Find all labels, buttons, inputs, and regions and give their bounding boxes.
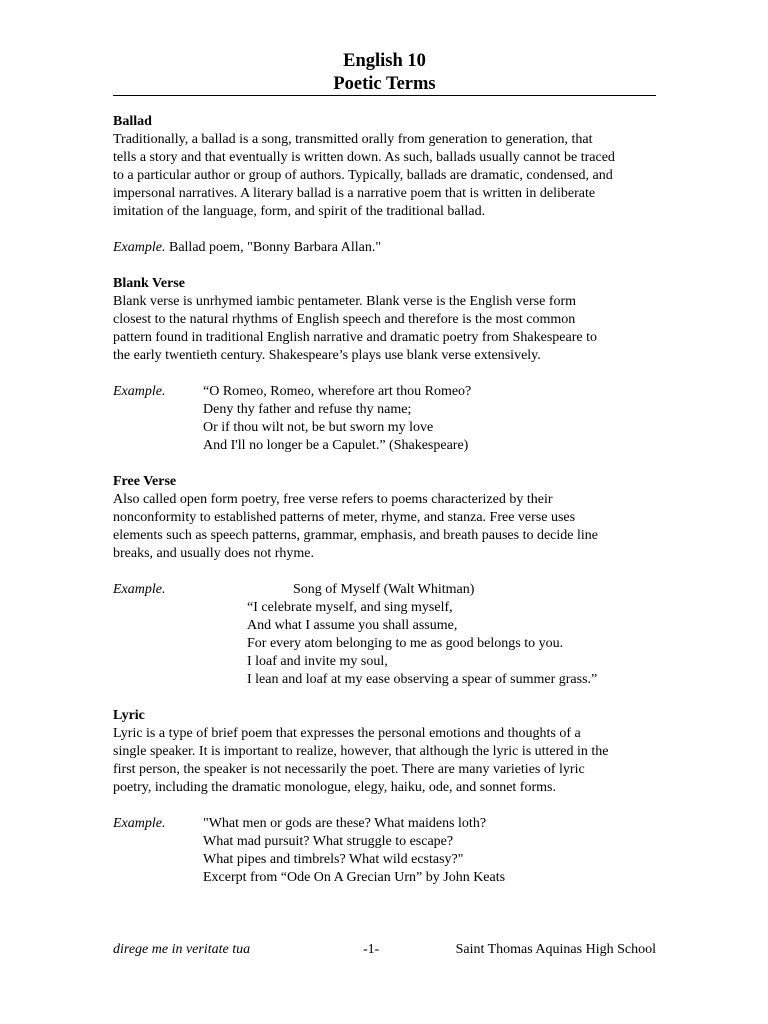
- section-line: Traditionally, a ballad is a song, transmitted orally from generation to generation, that: [113, 132, 593, 147]
- document-body: [113, 113, 658, 887]
- example-label: Example.: [113, 384, 166, 399]
- section-line: to a particular author or group of authors. Typically, ballads are dramatic, condensed, and: [113, 168, 613, 183]
- section-title: Ballad: [113, 114, 152, 129]
- document-title: Poetic Terms: [333, 74, 436, 94]
- example-line: [113, 239, 658, 257]
- example-block: [113, 383, 658, 455]
- section-line: breaks, and usually does not rhyme.: [113, 546, 315, 561]
- example-label: Example.: [113, 816, 166, 831]
- verse-line: And I'll no longer be a Capulet.” (Shakespeare): [203, 438, 469, 453]
- verse-line: “I celebrate myself, and sing myself,: [247, 600, 453, 615]
- course-title: English 10: [343, 51, 426, 71]
- section-line: poetry, including the dramatic monologue, elegy, haiku, ode, and sonnet forms.: [113, 780, 556, 795]
- verse-line: What mad pursuit? What struggle to escape?: [203, 834, 454, 849]
- section-lyric: [113, 707, 658, 887]
- page-number: -1-: [363, 942, 380, 957]
- section-free-verse: [113, 473, 658, 707]
- section-title: Lyric: [113, 708, 145, 723]
- header-divider: [113, 95, 656, 96]
- section-title: Free Verse: [113, 474, 177, 489]
- section-line: Also called open form poetry, free verse refers to poems characterized by their: [113, 492, 553, 507]
- document-header: [113, 50, 656, 96]
- section-ballad: [113, 113, 658, 275]
- example-label: Example.: [113, 582, 166, 597]
- verse-line: Or if thou wilt not, be but sworn my love: [203, 420, 434, 435]
- section-line: Lyric is a type of brief poem that expresses the personal emotions and thoughts of a: [113, 726, 581, 741]
- example-text: Ballad poem, "Bonny Barbara Allan.": [165, 240, 382, 255]
- section-line: tells a story and that eventually is written down. As such, ballads usually cannot be traced: [113, 150, 615, 165]
- footer-school-name: Saint Thomas Aquinas High School: [455, 942, 656, 957]
- poem-title: Song of Myself (Walt Whitman): [293, 582, 475, 597]
- section-line: pattern found in traditional English narrative and dramatic poetry from Shakespeare to: [113, 330, 598, 345]
- verse-line: What pipes and timbrels? What wild ecstasy?": [203, 852, 464, 867]
- section-line: impersonal narratives. A literary ballad is a narrative poem that is written in deliberate: [113, 186, 596, 201]
- example-label: Example.: [113, 240, 166, 255]
- example-verse: [203, 581, 658, 689]
- verse-line: "What men or gods are these? What maidens loth?: [203, 816, 487, 831]
- section-line: elements such as speech patterns, grammar, emphasis, and breath pauses to decide line: [113, 528, 598, 543]
- example-block: [113, 815, 658, 887]
- section-line: Blank verse is unrhymed iambic pentameter. Blank verse is the English verse form: [113, 294, 577, 309]
- section-line: the early twentieth century. Shakespeare’s plays use blank verse extensively.: [113, 348, 541, 363]
- section-line: nonconformity to established patterns of meter, rhyme, and stanza. Free verse uses: [113, 510, 576, 525]
- section-line: closest to the natural rhythms of English speech and therefore is the most common: [113, 312, 576, 327]
- example-block: [113, 581, 658, 689]
- section-line: imitation of the language, form, and spirit of the traditional ballad.: [113, 204, 486, 219]
- section-blank-verse: [113, 275, 658, 473]
- verse-line: Excerpt from “Ode On A Grecian Urn” by John Keats: [203, 870, 506, 885]
- verse-line: For every atom belonging to me as good belongs to you.: [247, 636, 564, 651]
- section-title: Blank Verse: [113, 276, 185, 291]
- example-verse: [203, 815, 658, 887]
- verse-line: I lean and loaf at my ease observing a spear of summer grass.”: [247, 672, 598, 687]
- example-verse: [203, 383, 658, 455]
- verse-line: And what I assume you shall assume,: [247, 618, 458, 633]
- section-line: first person, the speaker is not necessarily the poet. There are many varieties of lyric: [113, 762, 585, 777]
- page-footer: [113, 942, 656, 960]
- verse-line: I loaf and invite my soul,: [247, 654, 388, 669]
- verse-line: “O Romeo, Romeo, wherefore art thou Romeo?: [203, 384, 472, 399]
- footer-motto: direge me in veritate tua: [113, 942, 251, 957]
- section-line: single speaker. It is important to realize, however, that although the lyric is uttered in the: [113, 744, 609, 759]
- verse-line: Deny thy father and refuse thy name;: [203, 402, 412, 417]
